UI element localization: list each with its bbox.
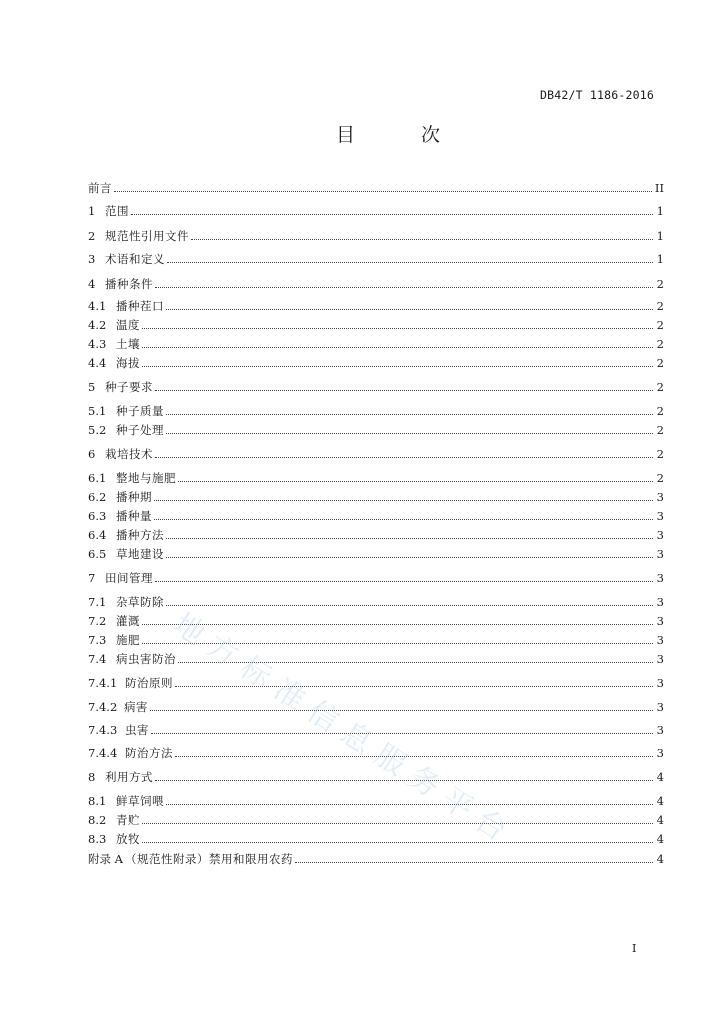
dot-leader bbox=[131, 214, 653, 215]
toc-entry[interactable] bbox=[88, 675, 664, 691]
toc-entry[interactable] bbox=[88, 570, 664, 586]
toc-entry[interactable] bbox=[88, 722, 664, 738]
toc-entry[interactable] bbox=[88, 422, 664, 438]
toc-entry[interactable] bbox=[88, 298, 664, 314]
toc-entry-title: 灌溉 bbox=[116, 614, 140, 628]
toc-entry[interactable] bbox=[88, 699, 664, 715]
dot-leader bbox=[166, 557, 653, 558]
toc-entry-number: 7.4.1 bbox=[88, 676, 118, 690]
toc-entry-title: 土壤 bbox=[116, 337, 140, 351]
toc-entry-page: 3 bbox=[656, 571, 664, 585]
toc-entry[interactable] bbox=[88, 355, 664, 371]
toc-entry-page: 2 bbox=[656, 447, 664, 461]
toc-entry[interactable] bbox=[88, 228, 664, 244]
toc-entry-page: 2 bbox=[656, 423, 664, 437]
toc-entry-title: 术语和定义 bbox=[105, 252, 165, 266]
dot-leader bbox=[155, 287, 653, 288]
toc-entry-number: 2 bbox=[88, 229, 96, 243]
toc-entry[interactable] bbox=[88, 203, 664, 219]
toc-entry[interactable] bbox=[88, 508, 664, 524]
dot-leader bbox=[150, 710, 653, 711]
toc-entry-number: 6 bbox=[88, 447, 96, 461]
toc-entry[interactable] bbox=[88, 812, 664, 828]
toc-entry-page: 3 bbox=[656, 595, 664, 609]
toc-entry-page: 2 bbox=[656, 299, 664, 313]
toc-entry-page: 4 bbox=[656, 832, 664, 846]
toc-entry-number: 7.4.3 bbox=[88, 723, 118, 737]
dot-leader bbox=[191, 239, 653, 240]
dot-leader bbox=[166, 433, 653, 434]
toc-entry-page: 2 bbox=[656, 380, 664, 394]
toc-entry-title: 栽培技术 bbox=[105, 447, 153, 461]
toc-entry-title: 利用方式 bbox=[105, 770, 153, 784]
watermark: 地方标准信息服务平台 bbox=[166, 606, 522, 854]
toc-entry[interactable] bbox=[88, 769, 664, 785]
toc-title: 目 次 bbox=[336, 124, 471, 146]
dot-leader bbox=[155, 581, 653, 582]
toc-entry[interactable] bbox=[88, 470, 664, 486]
toc-entry-title: 青贮 bbox=[116, 813, 140, 827]
toc-entry-number: 7.4.2 bbox=[88, 700, 118, 714]
toc-entry-title: 范围 bbox=[105, 204, 129, 218]
dot-leader bbox=[142, 842, 653, 843]
toc-entry[interactable] bbox=[88, 276, 664, 292]
dot-leader bbox=[166, 414, 653, 415]
toc-entry-number: 8 bbox=[88, 770, 96, 784]
toc-entry[interactable] bbox=[88, 446, 664, 462]
toc-entry-page: 3 bbox=[656, 509, 664, 523]
toc-entry-title: 放牧 bbox=[116, 832, 140, 846]
toc-entry-page: 2 bbox=[656, 277, 664, 291]
toc-entry-number: 5.2 bbox=[88, 423, 107, 437]
toc-entry[interactable] bbox=[88, 594, 664, 610]
toc-entry[interactable] bbox=[88, 180, 664, 196]
toc-entry-page: 2 bbox=[656, 356, 664, 370]
page-number: I bbox=[632, 942, 637, 955]
toc-entry-title: 播种条件 bbox=[105, 277, 153, 291]
dot-leader bbox=[142, 643, 653, 644]
toc-entry-title: 防治方法 bbox=[125, 746, 173, 760]
toc-entry-title: 虫害 bbox=[125, 723, 149, 737]
toc-entry-title: 播种方法 bbox=[116, 528, 164, 542]
toc-entry[interactable] bbox=[88, 613, 664, 629]
toc-entry-title: 田间管理 bbox=[105, 571, 153, 585]
toc-entry-number: 1 bbox=[88, 204, 96, 218]
toc-entry-number: 5 bbox=[88, 380, 96, 394]
toc-entry-page: 4 bbox=[656, 852, 664, 866]
toc-entry-title: 播种期 bbox=[116, 490, 152, 504]
toc-entry[interactable] bbox=[88, 317, 664, 333]
dot-leader bbox=[142, 328, 653, 329]
toc-entry[interactable] bbox=[88, 251, 664, 267]
toc-entry-title: 施肥 bbox=[116, 633, 140, 647]
toc-entry[interactable] bbox=[88, 403, 664, 419]
standard-code: DB42/T 1186-2016 bbox=[540, 88, 654, 102]
toc-entry-title: 规范性引用文件 bbox=[105, 229, 189, 243]
toc-entry[interactable] bbox=[88, 489, 664, 505]
toc-entry-title: 整地与施肥 bbox=[116, 471, 176, 485]
toc-entry-title: 前言 bbox=[88, 181, 112, 195]
toc-entry-page: 3 bbox=[656, 723, 664, 737]
dot-leader bbox=[142, 347, 653, 348]
toc-entry-number: 8.3 bbox=[88, 832, 107, 846]
dot-leader bbox=[166, 605, 653, 606]
dot-leader bbox=[155, 780, 653, 781]
toc-entry-page: 1 bbox=[656, 252, 664, 266]
toc-entry-page: 1 bbox=[656, 204, 664, 218]
toc-entry-number: 7.4 bbox=[88, 652, 107, 666]
toc-entry-number: 4.1 bbox=[88, 299, 107, 313]
dot-leader bbox=[142, 366, 653, 367]
toc-entry-title: 病害 bbox=[124, 700, 148, 714]
toc-entry-number: 8.2 bbox=[88, 813, 107, 827]
toc-entry-title: 种子处理 bbox=[116, 423, 164, 437]
toc-entry[interactable] bbox=[88, 793, 664, 809]
toc-entry-page: 3 bbox=[656, 547, 664, 561]
toc-entry-number: 4.3 bbox=[88, 337, 107, 351]
toc-entry-page: 3 bbox=[656, 746, 664, 760]
dot-leader bbox=[166, 309, 653, 310]
toc-entry-number: 7.1 bbox=[88, 595, 107, 609]
toc-entry-number: 7 bbox=[88, 571, 96, 585]
toc-entry-title: 种子质量 bbox=[116, 404, 164, 418]
toc-entry[interactable] bbox=[88, 851, 664, 867]
toc-entry-number: 5.1 bbox=[88, 404, 107, 418]
toc-entry-number: 6.3 bbox=[88, 509, 107, 523]
toc-entry-title: 播种量 bbox=[116, 509, 152, 523]
dot-leader bbox=[151, 733, 653, 734]
toc-entry-number: 6.1 bbox=[88, 471, 107, 485]
toc-entry-number: 6.2 bbox=[88, 490, 107, 504]
toc-entry-number: 4.4 bbox=[88, 356, 107, 370]
toc-entry-number: 7.3 bbox=[88, 633, 107, 647]
dot-leader bbox=[175, 756, 653, 757]
dot-leader bbox=[142, 624, 653, 625]
toc-entry[interactable] bbox=[88, 336, 664, 352]
toc-entry-page: 4 bbox=[656, 794, 664, 808]
dot-leader bbox=[166, 804, 653, 805]
toc-entry-page: 3 bbox=[656, 700, 664, 714]
dot-leader bbox=[295, 862, 653, 863]
toc-entry[interactable] bbox=[88, 745, 664, 761]
dot-leader bbox=[154, 500, 653, 501]
dot-leader bbox=[155, 390, 653, 391]
toc-entry[interactable] bbox=[88, 831, 664, 847]
toc-entry[interactable] bbox=[88, 527, 664, 543]
toc-entry-number: 4.2 bbox=[88, 318, 107, 332]
toc-entry-number: 4 bbox=[88, 277, 96, 291]
toc-entry-page: 3 bbox=[656, 614, 664, 628]
toc-entry-page: 3 bbox=[656, 490, 664, 504]
toc-entry-title: 温度 bbox=[116, 318, 140, 332]
toc-entry-page: 2 bbox=[656, 471, 664, 485]
toc-entry-number: 7.2 bbox=[88, 614, 107, 628]
toc-entry-number: 3 bbox=[88, 252, 96, 266]
dot-leader bbox=[114, 191, 652, 192]
dot-leader bbox=[154, 519, 653, 520]
toc-entry-page: 2 bbox=[656, 337, 664, 351]
dot-leader bbox=[175, 686, 653, 687]
toc-entry-page: 3 bbox=[656, 652, 664, 666]
toc-entry-page: 4 bbox=[656, 770, 664, 784]
toc-entry-page: 2 bbox=[656, 318, 664, 332]
toc-entry[interactable] bbox=[88, 546, 664, 562]
toc-entry-title: 草地建设 bbox=[116, 547, 164, 561]
toc-entry-page: 1 bbox=[656, 229, 664, 243]
dot-leader bbox=[178, 481, 653, 482]
dot-leader bbox=[167, 262, 653, 263]
toc-entry-page: 3 bbox=[656, 633, 664, 647]
toc-entry-title: 海拔 bbox=[116, 356, 140, 370]
toc-entry-page: 2 bbox=[656, 404, 664, 418]
toc-entry-page: 4 bbox=[656, 813, 664, 827]
toc-entry-page: II bbox=[654, 181, 664, 195]
toc-entry[interactable] bbox=[88, 651, 664, 667]
toc-entry-number: 7.4.4 bbox=[88, 746, 118, 760]
toc-entry-title: 播种茬口 bbox=[116, 299, 164, 313]
toc-entry-title: 杂草防除 bbox=[116, 595, 164, 609]
dot-leader bbox=[178, 662, 653, 663]
toc-entry-title: （规范性附录）禁用和限用农药 bbox=[124, 852, 293, 866]
toc-entry-number: 6.5 bbox=[88, 547, 107, 561]
table-of-contents bbox=[88, 0, 664, 1024]
toc-entry-title: 鲜草饲喂 bbox=[116, 794, 164, 808]
toc-entry[interactable] bbox=[88, 379, 664, 395]
dot-leader bbox=[166, 538, 653, 539]
toc-entry-number: 6.4 bbox=[88, 528, 107, 542]
toc-entry-title: 防治原则 bbox=[125, 676, 173, 690]
toc-entry-page: 3 bbox=[656, 528, 664, 542]
toc-entry-title: 种子要求 bbox=[105, 380, 153, 394]
dot-leader bbox=[155, 457, 653, 458]
dot-leader bbox=[142, 823, 653, 824]
toc-entry-page: 3 bbox=[656, 676, 664, 690]
toc-entry-title: 病虫害防治 bbox=[116, 652, 176, 666]
toc-entry-number: 附录 A bbox=[88, 852, 123, 866]
toc-entry[interactable] bbox=[88, 632, 664, 648]
toc-entry-number: 8.1 bbox=[88, 794, 107, 808]
